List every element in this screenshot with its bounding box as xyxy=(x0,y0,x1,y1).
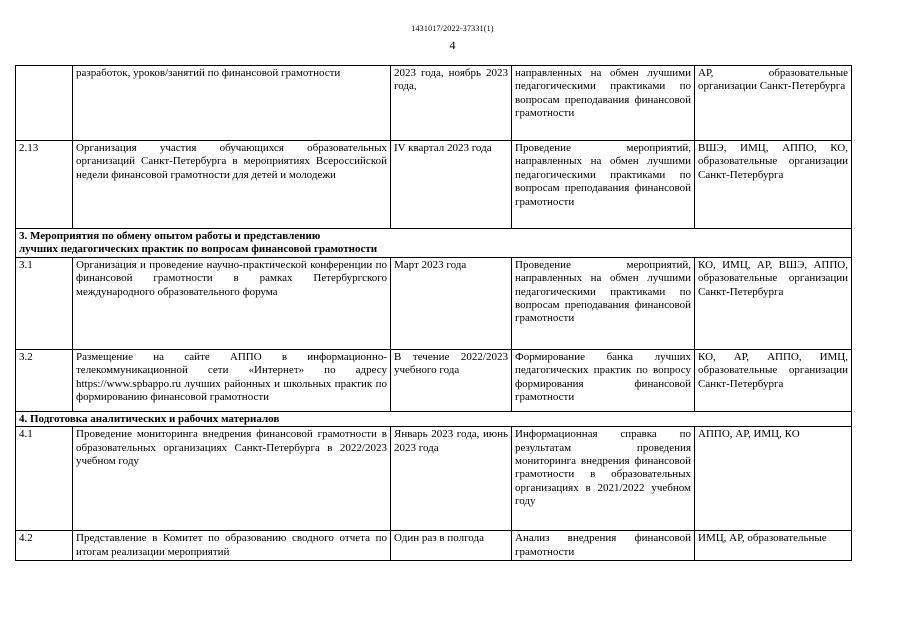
document-id: 1431017/2022-37331(1) xyxy=(411,24,494,33)
event-cell: Размещение на сайте АППО в информационно-телекоммуникационной сети «Интернет» по адресу https://www.spbappo.ru лучших районных и школьных практик по формированию финансовой грамотности xyxy=(73,349,391,411)
event-cell: Организация участия обучающихся образовательных организаций Санкт-Петербурга в мероприятиях Всероссийской недели финансовой грамотности для детей и молодежи xyxy=(73,141,391,229)
result-cell: Проведение мероприятий, направленных на обмен лучшими педагогическими практиками по вопросам преподавания финансовой грамотности xyxy=(512,141,695,229)
term-cell: IV квартал 2023 года xyxy=(391,141,512,229)
responsible-cell: КО, АР, АППО, ИМЦ, образовательные организации Санкт-Петербурга xyxy=(695,349,852,411)
event-cell: Организация и проведение научно-практической конференции по финансовой грамотности в рамках Петербургского международного образовательного форума xyxy=(73,257,391,349)
result-cell: Информационная справка по результатам проведения мониторинга внедрения финансовой грамотности в образовательных организациях в 2021/2022 учебном году xyxy=(512,427,695,531)
event-cell: разработок, уроков/занятий по финансовой грамотности xyxy=(73,66,391,141)
result-cell: направленных на обмен лучшими педагогическими практиками по вопросам преподавания финансовой грамотности xyxy=(512,66,695,141)
term-cell: Один раз в полгода xyxy=(391,531,512,561)
section-heading-row xyxy=(16,229,852,258)
section-3-title xyxy=(16,229,852,258)
section-3-title-line1: 3. Мероприятия по обмену опытом работы и представлению xyxy=(19,230,321,242)
plan-table xyxy=(15,65,852,561)
row-number: 3.1 xyxy=(16,257,73,349)
page-number: 4 xyxy=(449,38,456,52)
term-cell: В течение 2022/2023 учебного года xyxy=(391,349,512,411)
table-row xyxy=(16,349,852,411)
term-cell: Март 2023 года xyxy=(391,257,512,349)
row-number xyxy=(16,66,73,141)
result-cell: Формирование банка лучших педагогических практик по вопросу формирования финансовой грамотности xyxy=(512,349,695,411)
term-cell: 2023 года, ноябрь 2023 года, xyxy=(391,66,512,141)
row-number: 2.13 xyxy=(16,141,73,229)
section-3-title-line2: лучших педагогических практик по вопросам финансовой грамотности xyxy=(19,243,378,256)
table-row xyxy=(16,66,852,141)
result-cell: Проведение мероприятий, направленных на обмен лучшими педагогическими практиками по вопросам преподавания финансовой грамотности xyxy=(512,257,695,349)
table-row xyxy=(16,531,852,561)
responsible-cell: КО, ИМЦ, АР, ВШЭ, АППО, образовательные организации Санкт-Петербурга xyxy=(695,257,852,349)
section-4-title: 4. Подготовка аналитических и рабочих материалов xyxy=(16,411,852,426)
table-row xyxy=(16,427,852,531)
table-row xyxy=(16,257,852,349)
row-number: 3.2 xyxy=(16,349,73,411)
result-cell: Анализ внедрения финансовой грамотности xyxy=(512,531,695,561)
event-cell: Представление в Комитет по образованию сводного отчета по итогам реализации мероприятий xyxy=(73,531,391,561)
table-row xyxy=(16,141,852,229)
responsible-cell: ИМЦ, АР, образовательные xyxy=(695,531,852,561)
row-number: 4.2 xyxy=(16,531,73,561)
responsible-cell: ВШЭ, ИМЦ, АППО, КО, образовательные организации Санкт-Петербурга xyxy=(695,141,852,229)
event-cell: Проведение мониторинга внедрения финансовой грамотности в образовательных организациях Санкт-Петербурга в 2022/2023 учебном году xyxy=(73,427,391,531)
section-heading-row xyxy=(16,411,852,426)
responsible-cell: АППО, АР, ИМЦ, КО xyxy=(695,427,852,531)
responsible-cell: АР, образовательные организации Санкт-Петербурга xyxy=(695,66,852,141)
term-cell: Январь 2023 года, июнь 2023 года xyxy=(391,427,512,531)
row-number: 4.1 xyxy=(16,427,73,531)
